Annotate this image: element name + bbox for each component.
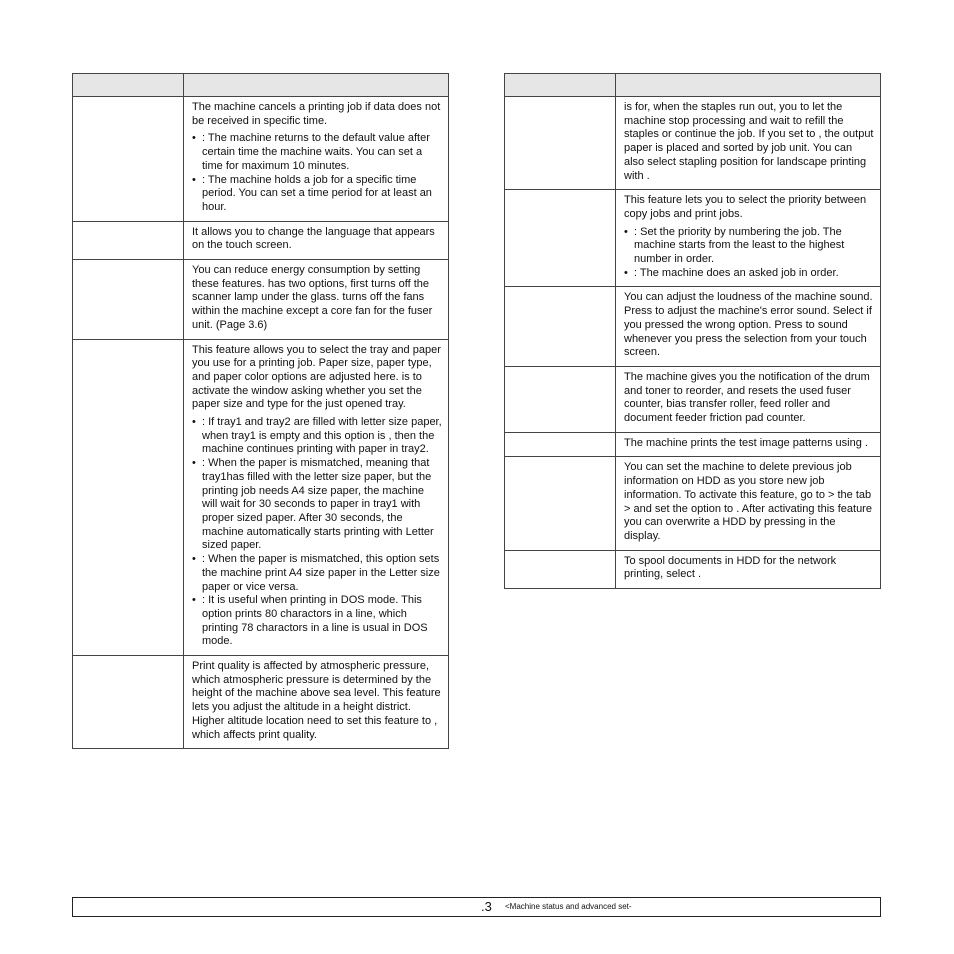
- bullet-list: [624, 226, 874, 281]
- bullet-item: • : The machine does an asked job in order.: [624, 267, 874, 281]
- description-cell: [616, 366, 881, 432]
- description-cell: [184, 260, 449, 340]
- table-row: [505, 432, 881, 457]
- bullet-item: • : When the paper is mismatched, meaning that tray1has filled with the letter size paper, but the printing job needs A4 size paper, the machine will wait for 30 seconds to paper in tray1 with proper sized paper. After 30 seconds, the machine automatically starts printing with Letter sized paper.: [192, 457, 442, 553]
- left-settings-table: [72, 73, 449, 749]
- table-header-row: [505, 74, 881, 97]
- description-text: You can set the machine to delete previous job information on HDD as you store new job information. To activate this feature, go to > the tab > and set the option to . After activating this feature you can overwrite a HDD by pressing in the display.: [624, 461, 872, 542]
- header-option-cell: [73, 74, 184, 97]
- description-cell: [616, 457, 881, 550]
- table-row: [505, 287, 881, 367]
- table-row: [73, 656, 449, 749]
- option-name-cell: [73, 97, 184, 222]
- description-cell: [184, 339, 449, 655]
- option-name-cell: [505, 287, 616, 367]
- description-cell: [184, 656, 449, 749]
- header-option-cell: [505, 74, 616, 97]
- option-name-cell: [73, 656, 184, 749]
- option-name-cell: [505, 457, 616, 550]
- table-header-row: [73, 74, 449, 97]
- table-row: [505, 190, 881, 287]
- bullet-item: • : When the paper is mismatched, this option sets the machine print A4 size paper in the Letter size paper or vice versa.: [192, 553, 442, 594]
- description-cell: [616, 287, 881, 367]
- description-cell: [184, 97, 449, 222]
- table-row: [73, 260, 449, 340]
- table-body: [505, 97, 881, 589]
- option-name-cell: [505, 97, 616, 190]
- description-text: To spool documents in HDD for the network printing, select .: [624, 554, 837, 581]
- description-text: It allows you to change the language that appears on the touch screen.: [192, 225, 435, 252]
- section-title: <Machine status and advanced set-: [505, 902, 632, 911]
- description-text: You can adjust the loudness of the machine sound. Press to adjust the machine's error sound. Select if you pressed the wrong option. Press to sound whenever you press the selection from your touch screen.: [624, 291, 873, 359]
- bullet-list: [192, 416, 442, 649]
- description-text: The machine cancels a printing job if data does not be received in specific time.: [192, 101, 441, 127]
- option-name-cell: [505, 550, 616, 588]
- option-name-cell: [505, 432, 616, 457]
- table-row: [73, 339, 449, 655]
- table-row: [505, 457, 881, 550]
- option-name-cell: [73, 339, 184, 655]
- option-name-cell: [505, 190, 616, 287]
- header-description-cell: [184, 74, 449, 97]
- table-row: [505, 550, 881, 588]
- description-text: Print quality is affected by atmospheric pressure, which atmospheric pressure is determined by the height of the machine above sea level. This feature lets you adjust the altitude in a height district. Higher altitude location need to set this feature to , which affects print quality.: [192, 660, 441, 741]
- bullet-item: • : If tray1 and tray2 are filled with letter size paper, when tray1 is empty and this option is , then the machine continues printing with paper in tray2.: [192, 416, 442, 457]
- description-cell: [616, 550, 881, 588]
- description-text: is for, when the staples run out, you to let the machine stop processing and wait to refill the staples or continue the job. If you set to , the output paper is placed and sorted by job unit. You can also select stapling position for landscape printing with .: [624, 101, 874, 182]
- description-text: The machine prints the test image patterns using .: [624, 436, 868, 449]
- page-footer: [72, 897, 881, 917]
- right-settings-table: [504, 73, 881, 589]
- table-row: [73, 221, 449, 259]
- bullet-item: • : It is useful when printing in DOS mode. This option prints 80 charactors in a line, which printing 78 charactors in a line is usual in DOS mode.: [192, 594, 442, 649]
- bullet-list: [192, 132, 442, 214]
- table-row: [73, 97, 449, 222]
- table-row: [505, 366, 881, 432]
- description-text: This feature lets you to select the priority between copy jobs and print jobs.: [624, 194, 867, 220]
- option-name-cell: [73, 260, 184, 340]
- option-name-cell: [73, 221, 184, 259]
- description-text: You can reduce energy consumption by setting these features. has two options, first turns off the scanner lamp under the glass. turns off the fans within the machine except a core fan for the fuser unit. (Page 3.6): [192, 264, 433, 331]
- description-cell: [616, 190, 881, 287]
- description-cell: [616, 97, 881, 190]
- header-description-cell: [616, 74, 881, 97]
- description-cell: [616, 432, 881, 457]
- bullet-item: • : Set the priority by numbering the job. The machine starts from the least to the highest number in order.: [624, 226, 874, 267]
- description-cell: [184, 221, 449, 259]
- description-text: This feature allows you to select the tray and paper you use for a printing job. Paper size, paper type, and paper color options are adjusted here. is to activate the window asking whether you set the paper size and type for the just opened tray.: [192, 343, 441, 411]
- page-number: .3: [481, 899, 492, 914]
- bullet-item: • : The machine returns to the default value after certain time the machine waits. You can set a time for maximum 10 minutes.: [192, 132, 442, 173]
- table-body: [73, 97, 449, 749]
- bullet-item: • : The machine holds a job for a specific time period. You can set a time period for at least an hour.: [192, 174, 442, 215]
- option-name-cell: [505, 366, 616, 432]
- description-text: The machine gives you the notification of the drum and toner to reorder, and resets the used fuser counter, bias transfer roller, feed roller and document feeder friction pad counter.: [624, 370, 870, 425]
- table-row: [505, 97, 881, 190]
